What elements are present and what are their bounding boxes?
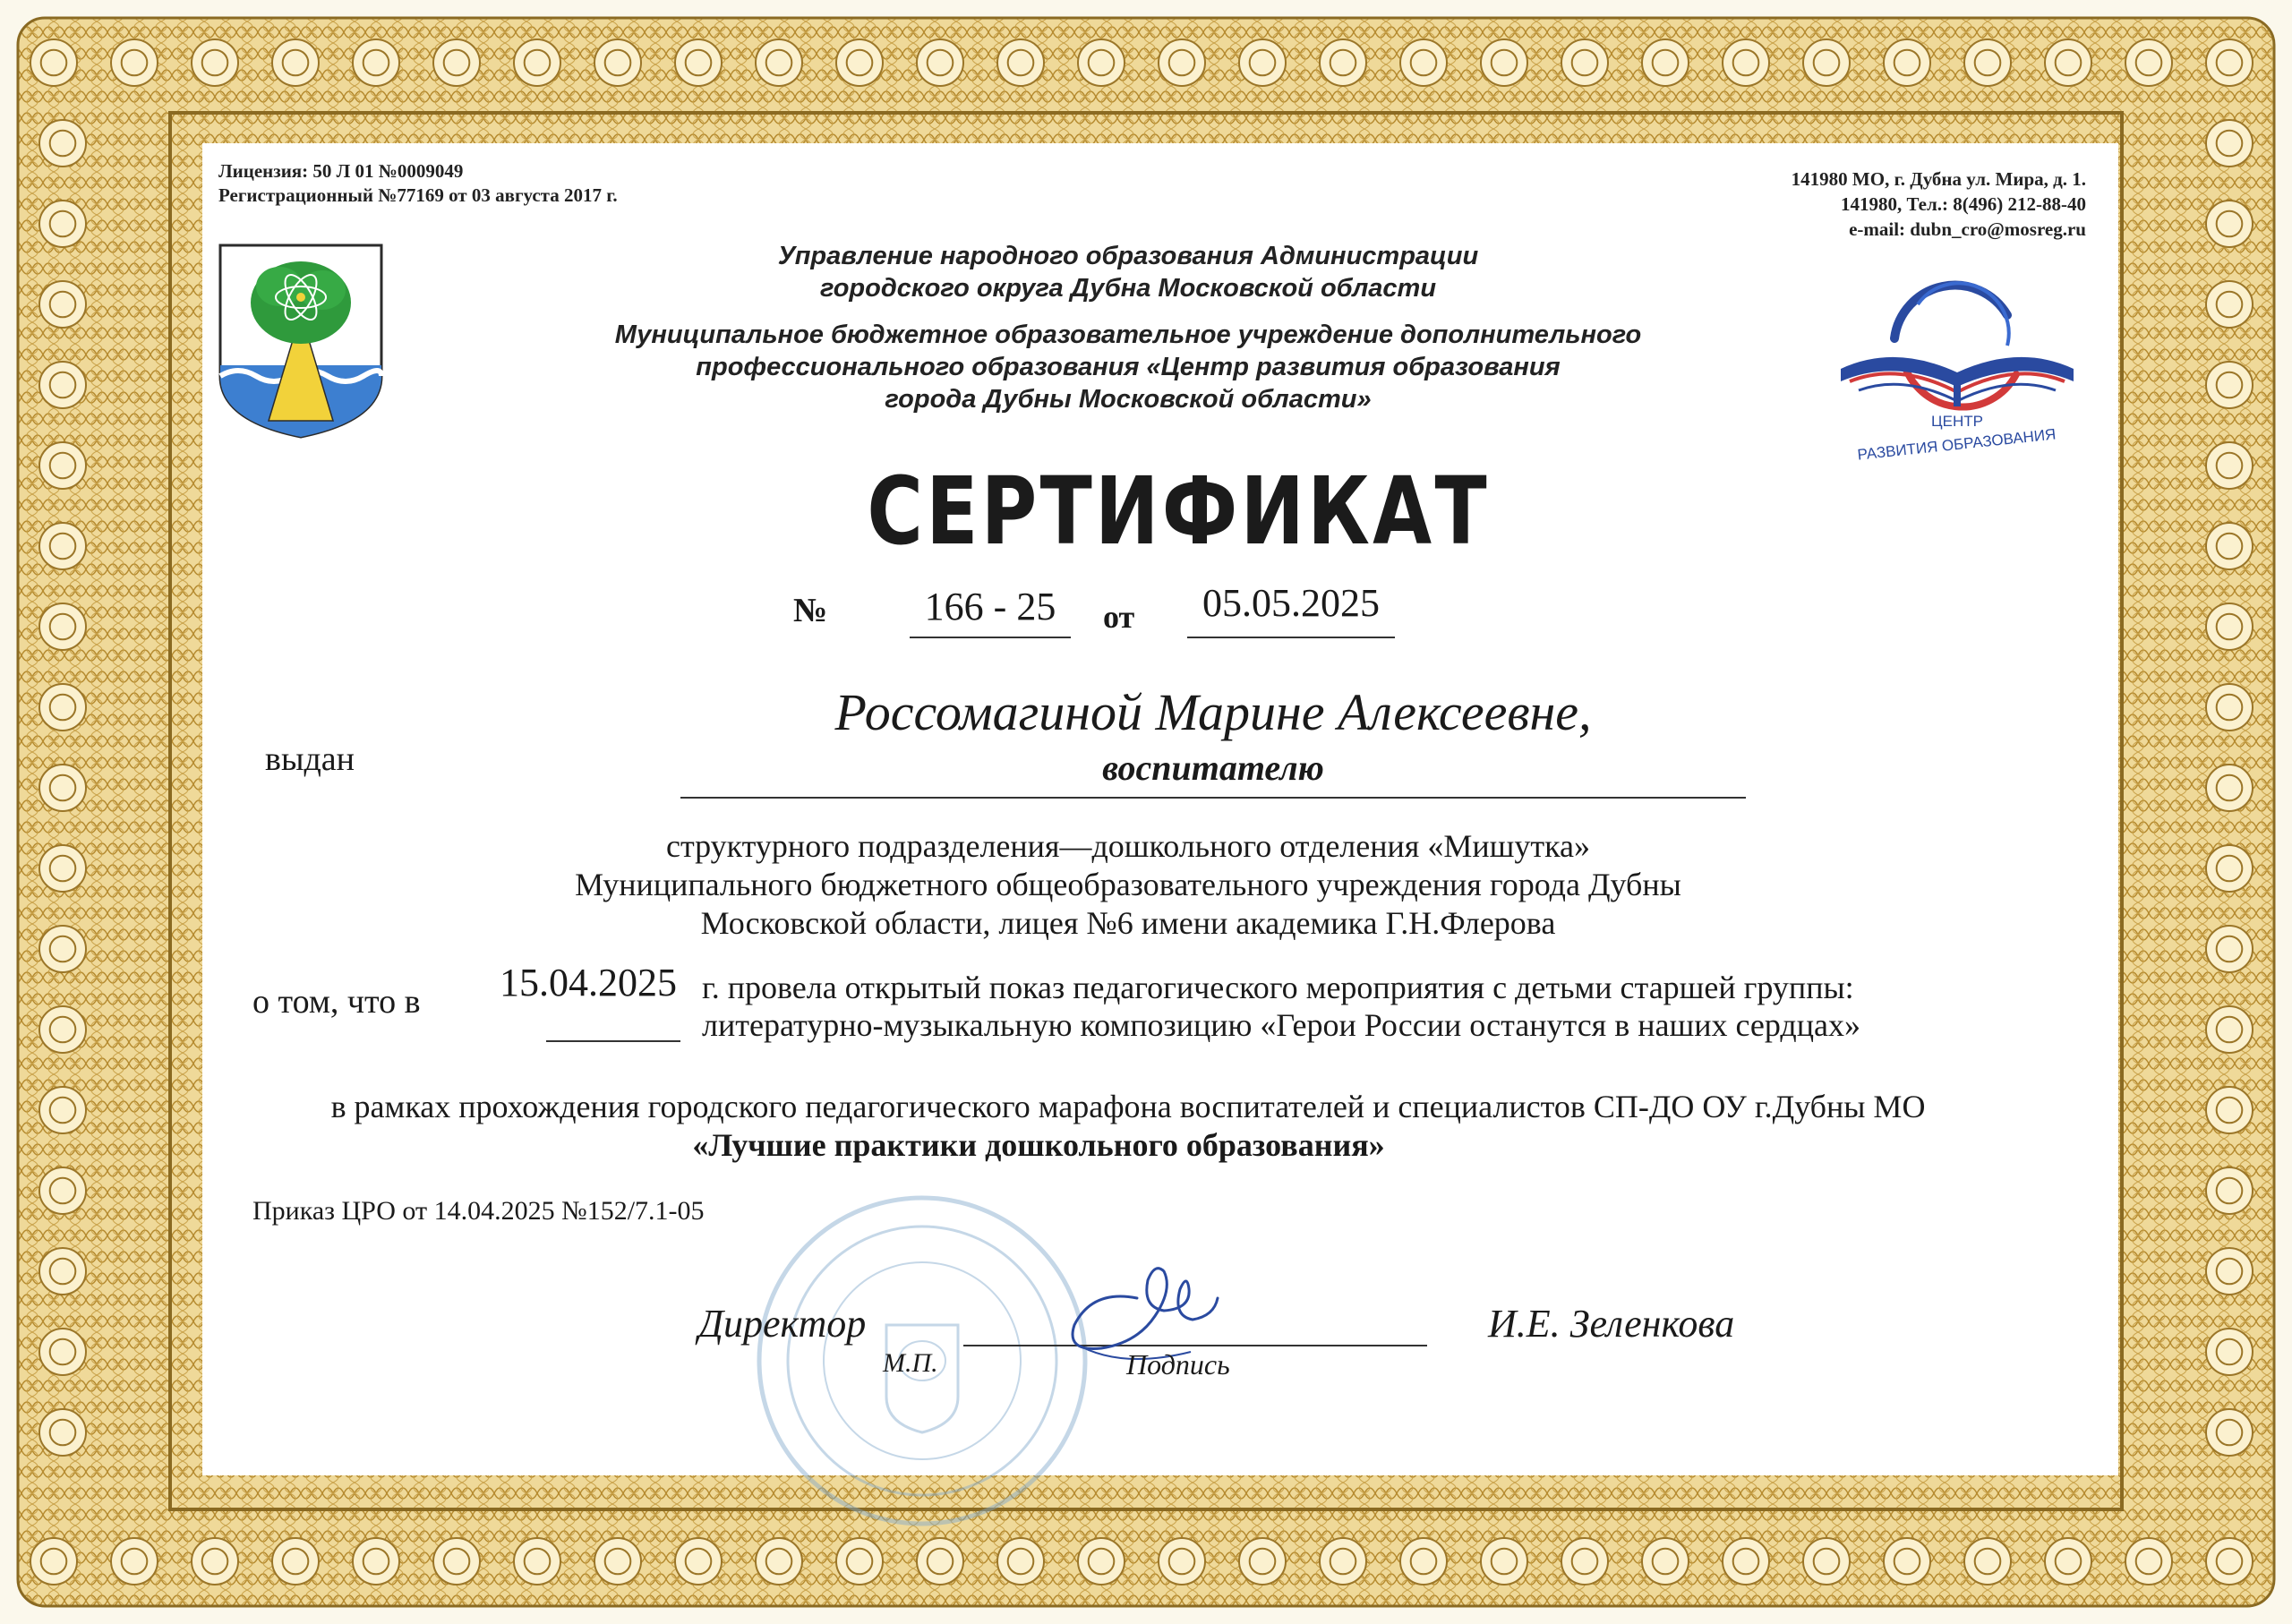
event-description-line-1: г. провела открытый показ педагогического мероприятия с детьми старшей группы: bbox=[702, 970, 1854, 1005]
event-date: 15.04.2025 bbox=[500, 961, 677, 1004]
dubna-coat-of-arms-icon bbox=[217, 242, 385, 440]
date-label: от bbox=[1103, 599, 1135, 635]
logo-text-line-2: РАЗВИТИЯ ОБРАЗОВАНИЯ bbox=[1856, 425, 2057, 464]
director-name: И.Е. Зеленкова bbox=[1488, 1302, 1735, 1346]
certificate-number: 166 - 25 bbox=[910, 584, 1071, 638]
event-description-line-2: литературно-музыкальную композицию «Герои России останутся в наших сердцах» bbox=[702, 1007, 1860, 1043]
address: 141980 МО, г. Дубна ул. Мира, д. 1. bbox=[1791, 168, 2086, 190]
license-info bbox=[218, 159, 618, 208]
affiliation-line-3: Московской области, лицея №6 имени академика Г.Н.Флерова bbox=[700, 905, 1556, 941]
marathon-name: «Лучшие практики дошкольного образования» bbox=[692, 1127, 1385, 1163]
event-intro-label: о том, что в bbox=[252, 983, 421, 1021]
certificate-date: 05.05.2025 bbox=[1187, 580, 1395, 638]
parent-organization-line-2: городского округа Дубна Московской области bbox=[819, 274, 1437, 303]
contact-info bbox=[1683, 167, 2086, 242]
parent-organization bbox=[501, 240, 1755, 304]
stamp-place-label: М.П. bbox=[883, 1348, 938, 1378]
license-number: Лицензия: 50 Л 01 №0009049 bbox=[218, 160, 464, 182]
issued-label: выдан bbox=[265, 740, 355, 778]
phone: 141980, Тел.: 8(496) 212-88-40 bbox=[1840, 193, 2086, 215]
institution-line-3: города Дубны Московской области» bbox=[885, 385, 1372, 414]
institution-line-2: профессионального образования «Центр развития образования bbox=[696, 353, 1561, 381]
email: e-mail: dubn_cro@mosreg.ru bbox=[1849, 218, 2086, 240]
issuing-institution bbox=[501, 319, 1755, 415]
signature-caption: Подпись bbox=[1126, 1348, 1230, 1380]
director-label: Директор bbox=[698, 1302, 867, 1346]
recipient-name: Россомагиной Марине Алексеевне, bbox=[834, 683, 1592, 741]
institution-line-1: Муниципальное бюджетное образовательное учреждение дополнительного bbox=[614, 321, 1642, 349]
education-center-logo-icon bbox=[1832, 269, 2082, 466]
program-description: в рамках прохождения городского педагогического марафона воспитателей и специалистов СП-ДО ОУ г.Дубны МО bbox=[330, 1089, 1926, 1124]
registration-number: Регистрационный №77169 от 03 августа 2017 г. bbox=[218, 184, 618, 206]
order-reference: Приказ ЦРО от 14.04.2025 №152/7.1-05 bbox=[252, 1196, 705, 1226]
logo-text-line-1: ЦЕНТР bbox=[1931, 413, 1983, 430]
event-date-underline bbox=[546, 1040, 680, 1042]
number-label: № bbox=[793, 592, 828, 629]
affiliation-line-2: Муниципального бюджетного общеобразовательного учреждения города Дубны bbox=[575, 867, 1681, 902]
recipient-underline bbox=[680, 797, 1746, 799]
certificate-title: СЕРТИФИКАТ bbox=[867, 457, 1490, 566]
affiliation-line-1: структурного подразделения—дошкольного отделения «Мишутка» bbox=[665, 828, 1590, 864]
parent-organization-line-1: Управление народного образования Администрации bbox=[777, 242, 1479, 270]
recipient-position: воспитателю bbox=[1102, 748, 1324, 788]
